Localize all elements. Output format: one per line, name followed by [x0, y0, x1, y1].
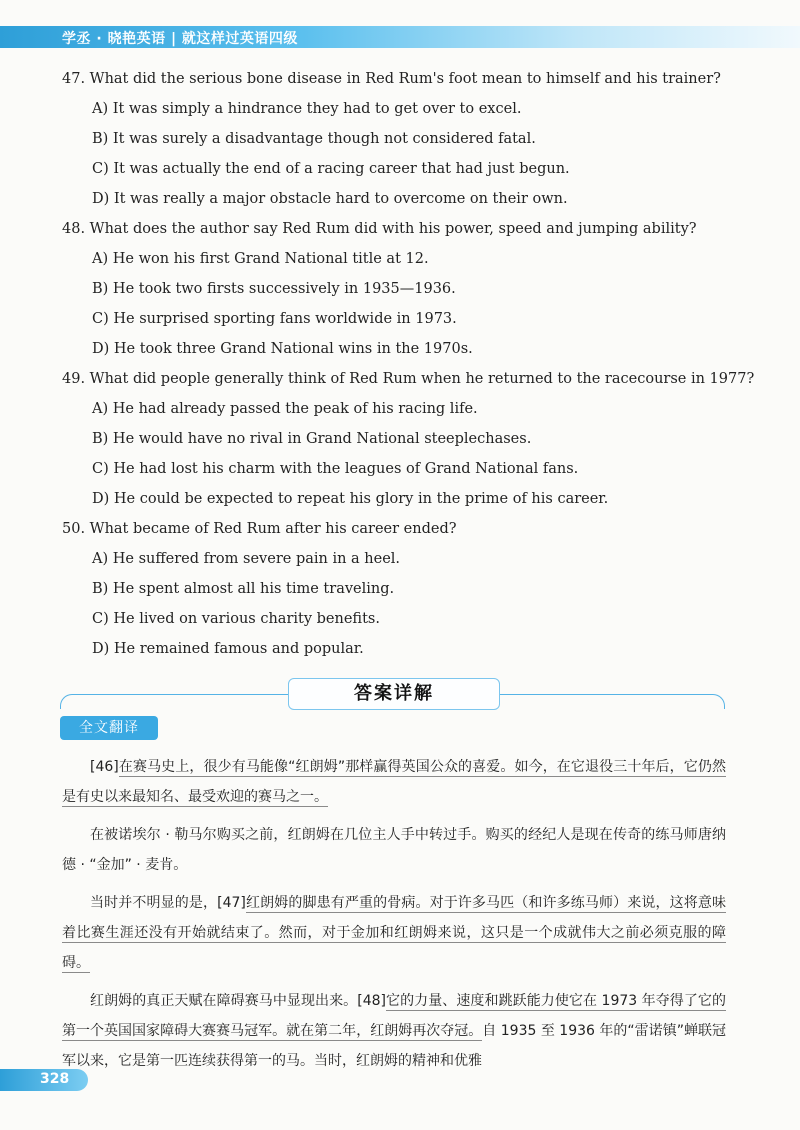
- marker-48: [48]: [357, 993, 386, 1009]
- marker-46: [46]: [90, 759, 119, 775]
- option: C) He surprised sporting fans worldwide in 1973.: [92, 311, 457, 327]
- question-50: [62, 514, 782, 664]
- translation-badge: 全文翻译: [60, 716, 158, 740]
- header-band: [0, 26, 800, 48]
- section-title: 答案详解: [288, 678, 500, 710]
- question-47: [62, 64, 782, 214]
- section-header: [0, 676, 800, 712]
- option: B) He took two firsts successively in 1935—1936.: [92, 281, 456, 297]
- option: C) He had lost his charm with the leagues of Grand National fans.: [92, 461, 579, 477]
- question-48: [62, 214, 782, 364]
- option: D) He took three Grand National wins in the 1970s.: [92, 341, 473, 357]
- divider-right: [498, 694, 725, 709]
- question-stem: 47. What did the serious bone disease in Red Rum's foot mean to himself and his trainer?: [62, 71, 721, 87]
- divider-left: [60, 694, 291, 709]
- question-list: [62, 64, 782, 664]
- option: A) He won his first Grand National title at 12.: [92, 251, 429, 267]
- paragraph-2: 在被诺埃尔 · 勒马尔购买之前，红朗姆在几位主人手中转过手。购买的经纪人是现在传奇的练马师唐纳德 · “金加” · 麦肯。: [62, 827, 726, 873]
- question-49: [62, 364, 782, 514]
- option: A) It was simply a hindrance they had to get over to excel.: [92, 101, 522, 117]
- question-stem: 49. What did people generally think of Red Rum when he returned to the racecourse in 1977?: [62, 371, 755, 387]
- translation-text: [62, 752, 726, 1084]
- underlined-text: 在赛马史上，很少有马能像“红朗姆”那样赢得英国公众的喜爱。如今，在它退役三十年后，它仍然是有史以来最知名、最受欢迎的赛马之一。: [62, 759, 726, 805]
- option: B) It was surely a disadvantage though not considered fatal.: [92, 131, 536, 147]
- option: B) He spent almost all his time traveling.: [92, 581, 395, 597]
- paragraph-text: 自 1935 至 1936 年的“雷诺镇”蝉联冠军以来，它是第一匹连续获得第一的马。当时，红朗姆的精神和优雅: [62, 1023, 726, 1069]
- page-number: 328: [40, 1071, 70, 1087]
- paragraph-1: [62, 752, 726, 812]
- question-stem: 50. What became of Red Rum after his career ended?: [62, 521, 457, 537]
- underlined-text: 红朗姆的脚患有严重的骨病。对于许多马匹（和许多练马师）来说，这将意味着比赛生涯还没有开始就结束了。然而，对于金加和红朗姆来说，这只是一个成就伟大之前必须克服的障碍。: [62, 895, 727, 971]
- paragraph-text: 红朗姆的真正天赋在障碍赛马中显现出来。: [90, 993, 358, 1009]
- option: C) It was actually the end of a racing career that had just begun.: [92, 161, 570, 177]
- option: D) It was really a major obstacle hard to overcome on their own.: [92, 191, 568, 207]
- option: D) He could be expected to repeat his glory in the prime of his career.: [92, 491, 609, 507]
- option: A) He had already passed the peak of his racing life.: [92, 401, 478, 417]
- paragraph-text: 当时并不明显的是，: [90, 895, 218, 911]
- option: B) He would have no rival in Grand National steeplechases.: [92, 431, 532, 447]
- question-stem: 48. What does the author say Red Rum did with his power, speed and jumping ability?: [62, 221, 697, 237]
- paragraph-3: [62, 888, 726, 978]
- header-title: 学丞 · 晓艳英语 | 就这样过英语四级: [62, 31, 298, 47]
- paragraph-4: [62, 986, 726, 1076]
- option: D) He remained famous and popular.: [92, 641, 364, 657]
- option: C) He lived on various charity benefits.: [92, 611, 380, 627]
- underlined-text: 它的力量、速度和跳跃能力使它在 1973 年夺得了它的第一个英国国家障碍大赛赛马冠军。就在第二年，红朗姆再次夺冠。: [62, 993, 727, 1039]
- page-number-badge: [0, 1069, 88, 1091]
- marker-47: [47]: [217, 895, 246, 911]
- option: A) He suffered from severe pain in a heel.: [92, 551, 401, 567]
